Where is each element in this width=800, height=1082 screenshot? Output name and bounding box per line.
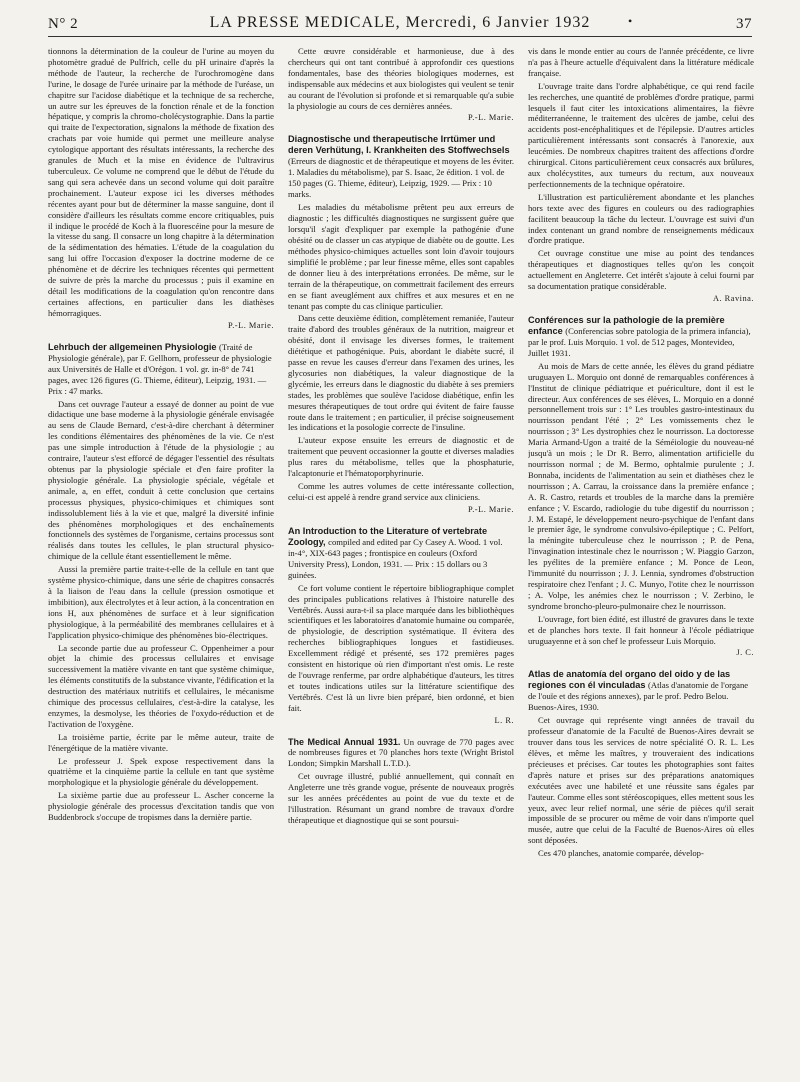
review-citation: (Atlas d'anatomie de l'organe de l'ouïe et des régions annexes), par le prof. Pedro Belou. Buenos-Aires, 1930. xyxy=(528,680,749,713)
paragraph: Dans cette deuxième édition, complètement remaniée, l'auteur traite d'abord des troubles généraux de la nutrition, maigreur et obésité, dont il envisage les diverses formes, le traitement diététique et pathogénique. Puis, abordant le diabète sucré, il passe en revue les causes d'erreur dans l'examen des urines, les glycosuries non diabétiques, la valeur diagnostique de la glycémie, les erreurs dans le diagnostic du diabète à ses premiers stades, les problèmes que soulève l'acidose diabétique, enfin les mesures thérapeutiques de tout ordre qui évitent de faire fausse route dans le traitement ; en particulier, il précise soigneusement les indications et la posologie correcte de l'insuline. xyxy=(288,313,514,433)
review-signature: L. R. xyxy=(494,715,514,725)
paragraph: La troisième partie, écrite par le même auteur, traite de l'énergétique de la matière vivante. xyxy=(48,731,274,753)
header-rule xyxy=(48,36,752,37)
header-title-line: LA PRESSE MEDICALE, Mercredi, 6 Janvier 1932 xyxy=(209,14,591,31)
paragraph: Ce fort volume contient le répertoire bibliographique complet des principales publications relatives à l'histoire naturelle des Vertébrés. Aussi aura-t-il sa place marquée dans les bibliothèques scientifiques et les laboratoires d'anatomie humaine ou comparée, de physiologie, de description systématique. Il évitera des recherches bibliographiques longues et fastidieuses. Excellemment rédigé et présenté, ses 172 premières pages consistent en historique où rien d'important n'est omis. Le reste de l'ouvrage renferme, par ordre alphabétique d'auteurs, les titres et toutes indications utiles sur la littérature scientifique des Vertébrés. C'est là un livre bien préparé, bien ordonné, et bien fait. xyxy=(288,582,514,713)
paragraph: La seconde partie due au professeur C. Oppenheimer a pour objet la chimie des processus cellulaires et envisage successivement la matière vivante en tant que système chimique, les éléments constitutifs de la substance vivante, l'édification et la destruction des matériaux nutritifs et cellulaires, le mécanisme chimique des processus cellulaires, c'est-à-dire la catalyse, les enzymes, la desmolyse, les théories de l'oxydo-réduction et de l'activation de l'oxygène. xyxy=(48,642,274,729)
column-middle xyxy=(288,46,514,1046)
page-header xyxy=(48,12,752,36)
review-title: An Introduction to the Literature of vertebrate Zoology, xyxy=(288,525,488,547)
review-title: Lehrbuch der allgemeinen Physiologie xyxy=(48,341,217,352)
column-left xyxy=(48,46,274,1046)
review-title: The Medical Annual 1931. xyxy=(288,736,401,747)
paragraph: Comme les autres volumes de cette intéressante collection, celui-ci est appelé à rendre grand service aux cliniciens. xyxy=(288,481,514,502)
paragraph: L'ouvrage traite dans l'ordre alphabétique, ce qui rend facile les recherches, une quantité de problèmes d'ordre pratique, parmi lesquels il faut citer les intoxications alimentaires, la fièvre méditerranéenne, le traitement des ulcères de jambe, celui des accidents post-encéphalitiques et de l'épilepsie. D'autres articles particulièrement intéressants sont consacrés à l'anorexie, aux leucémies. De nombreux chapitres traitent des affections d'ordre chirurgical. Citons particulièrement ceux consacrés aux brûlures, aux cholécystites, aux tumeurs du rectum, aux nouveaux perfectionnements de la technique opératoire. xyxy=(528,80,754,189)
review-citation: (Conferencias sobre patologia de la primera infancia), par le prof. Luis Morquio. 1 vol. de 512 pages, Montevideo, Juillet 1931. xyxy=(528,325,751,358)
paragraph: L'ouvrage, fort bien édité, est illustré de gravures dans le texte et de planches hors texte. Il fait honneur à l'école pédiatrique uruguayenne et à son chef le professeur Luis Morquio. xyxy=(528,613,754,646)
paragraph: Cet ouvrage illustré, publié annuellement, qui connaît en Angleterre une très grande vogue, présente de nouveaux progrès sur les années précédentes au point de vue du texte et de l'illustration. Résumant un grand nombre de travaux d'ordre thérapeutique et diagnostique qui se sont poursui- xyxy=(288,771,514,825)
header-ornament: • xyxy=(628,14,633,28)
paragraph: L'auteur expose ensuite les erreurs de diagnostic et de traitement que peuvent occasionner la goutte et diverses maladies plus rares du métabolisme, telles que la phosphaturie, l'alcaptonurie et l'hématoporphyrinurie. xyxy=(288,435,514,479)
paragraph: Les maladies du métabolisme prêtent peu aux erreurs de diagnostic ; les difficultés diagnostiques ne surgissent guère que lorsqu'il s'agit d'expliquer par exemple la pathogénie d'une obésité ou de classer un cas atypique de diabète ou de goutte. Les méthodes physico-chimiques actuelles sont loin d'avoir toujours simplifié le problème ; par leur finesse même, elles sont capables de donner lieu à des interprétations erronées. De même, sur le terrain de la thérapeutique, on commettrait facilement des erreurs en se fiant aveuglément aux chiffres et aux mesures et en ne tenant pas compte du cas clinique particulier. xyxy=(288,202,514,311)
page-number: 37 xyxy=(736,16,752,32)
review-citation: compiled and edited par Cy Casey A. Wood. 1 vol. in-4°, XIX-643 pages ; frontispice en couleurs (Oxford University Press), London, 1931. — Prix : 15 dollars ou 3 guinées. xyxy=(288,536,503,580)
review-heading xyxy=(288,526,514,581)
review-signature: A. Ravina. xyxy=(712,293,754,303)
issue-number: N° 2 xyxy=(48,16,79,32)
paragraph: Le professeur J. Spek expose respectivement dans la quatrième et la cinquième partie la cellule en tant que système morphologique et la physiologie générale du développement. xyxy=(48,755,274,788)
paragraph: Dans cet ouvrage l'auteur a essayé de donner au point de vue didactique une base moderne à la physiologie générale envisagée au sens de Claude Bernard, c'est-à-dire cherchant à déterminer les conditions élémentaires des phénomènes de la vie. Ce n'est pas une simple introduction à l'étude de la physiologie ; au contraire, l'auteur s'est efforcé de dégager l'essentiel des résultats obtenus par la physiologie spéciale et d'en faire profiter la physiologie générale. La physiologie spéciale, végétale et animale, a, en effet, conduit à cette conclusion que certains processus physiques, physico-chimiques et chimiques sont indissolublement liés à la vie et que, malgré la diversité infinie des phénomènes morphologiques et des enchaînements fonctionnels des systèmes de l'organisme, certains processus sont réalisés dans toutes les cellules, le plan structural physico-chimique de la cellule étant essentiellement le même. xyxy=(48,398,274,562)
review-heading xyxy=(528,315,754,359)
paragraph: Cet ouvrage constitue une mise au point des tendances thérapeutiques et diagnostiques telles qu'on les conçoit actuellement en Angleterre. Cet intérêt s'ajoute à celui fourni par sa documentation pratique considérable. xyxy=(528,248,754,292)
paragraph: Aussi la première partie traite-t-elle de la cellule en tant que système physico-chimique, dans une série de chapitres consacrés à la liaison de l'eau dans la cellule (pression osmotique et imbibition), aux électrolytes et à leur action, à la concentration en ions H, aux phénomènes de surface et à leur signification physiologique, à la perméabilité des membranes cellulaires et à l'application physico-chimique des phénomènes bio-électriques. xyxy=(48,564,274,640)
column-right xyxy=(528,46,754,1056)
review-heading xyxy=(48,342,274,397)
review-signature: P.-L. Marie. xyxy=(467,113,514,123)
journal-name: LA PRESSE MEDICALE xyxy=(209,14,396,31)
review-heading xyxy=(288,737,514,770)
review-title: Conférences sur la pathologie de la première enfance xyxy=(528,314,725,336)
review-title: Atlas de anatomía del organo del oido y de las regiones con él vinculadas xyxy=(528,669,731,691)
paragraph: Ces 470 planches, anatomie comparée, dévelop- xyxy=(538,848,704,859)
review-heading xyxy=(528,669,754,713)
review-citation: Un ouvrage de 770 pages avec de nombreuses figures et 70 planches hors texte (Wright Bristol London; Simpkin Marshall L.T.D.). xyxy=(288,736,514,769)
review-title: Diagnostische und therapeutische Irrtümer und deren Verhütung, I. Krankheiten des Stoffwechsels xyxy=(288,134,510,156)
paragraph: vis dans le monde entier au cours de l'année précédente, ce livre n'a pas à l'heure actuelle d'équivalent dans la littérature médicale française. xyxy=(528,46,754,78)
paragraph: L'illustration est particulièrement abondante et les planches hors texte avec des figures en couleurs ou des radiographies facilitent beaucoup la tâche du lecteur. L'ouvrage est suivi d'un index contenant un grand nombre de renseignements médicaux d'ordre pratique. xyxy=(528,191,754,246)
paragraph: Au mois de Mars de cette année, les élèves du grand pédiatre uruguayen L. Morquio ont donné de remarquables conférences à l'Institut de clinique pédiatrique et puériculture, dont il est le directeur. Aux conférences de ses élèves, L. Morquio en a donné personnellement trois sur : 1° Les troubles gastro-intestinaux du nourrisson pendant l'été ; 2° Les vomissements chez le nourrisson ; 3° Les dystrophies chez le nourrisson. La doctoresse Maria Armand-Ugon a traité de la Séméiologie du nouveau-né jusqu'à un mois ; le Dr R. Berro, alimentation artificielle du nourrisson normal ; de M. Bermo, ophtalmie purulente ; J. Bonnaba, incidents de l'alimentation au sein et diathèses chez le nourrisson ; A. Carrau, la croissance dans la première enfance ; A. R. Castro, retards et troubles de la marche dans la première enfance ; V. Escardo, radiologie du tube digestif du nourrisson ; J. M. Estapé, le développement neuro-psychique de l'enfant dans le premier âge, le syndrome convulsivo-épileptique ; C. Pelfort, la méningite tuberculeuse chez le nourrisson ; P. de Pena, l'invagination intestinale chez le nourrisson ; W. Piaggio Garzon, les pyélites de la première enfance ; M. Ponce de Leon, l'immunité du nourrisson ; J. J. Lennia, syndromes d'obstruction respiratoire chez l'enfant ; J. C. Munyo, l'otite chez le nourrisson ; A. Volpe, les anémies chez le nourrisson ; V. Zerbino, le syndrome broncho-pleuro-pulmonaire chez le nourrisson. xyxy=(528,360,754,611)
paragraph: Cet ouvrage qui représente vingt années de travail du professeur d'anatomie de la Faculté de Buenos-Aires devrait se trouver dans tous les services de notre spécialité O. R. L. Les élèves, et même les maîtres, y trouveraient des indications précieuses et précises. Car toutes les photographies sont faites d'après nature et prises sur des préparations anatomiques exécutées avec une habileté et une réussite sans égales par l'auteur. Comme elles sont stéréoscopiques, elles mettent sous les yeux, avec leur relief normal, une série de pièces qu'il serait impossible de se procurer ou même de voir dans n'importe quel musée, autre que celui de la Faculté de Buenos-Aires où elles sont déposées. xyxy=(528,715,754,846)
review-heading xyxy=(288,134,514,200)
paragraph: tionnons la détermination de la couleur de l'urine au moyen du photomètre gradué de Pulfrich, celle du pH urinaire d'après la méthode de l'auteur, la recherche de l'urochromogène dans l'urine, le dosage de l'urée urinaire par la méthode de l'uréase, un chapitre sur l'acidose diabétique et la technique de sa recherche, un autre sur les épreuves de la fonction rénale et de la fonction hépatique, y compris la chromo-cholécystographie. Dans la partie qui traite de l'expectoration, signalons la méthode de fixation des crachats par voie humide qui permet une meilleure analyse cytologique apportant des résultats intéressants, la recherche des granules de Much et la mise en évidence de l'ultravirus tuberculeux. Ce volume ne comprend que le début de l'étude du sang qui sera achevée dans un second volume qui doit paraître prochainement. L'auteur expose ici les diverses méthodes récentes ayant pour but de déterminer la masse sanguine, dont il considère d'ailleurs les résultats comme encore critiquables, puis il indique le procédé de Koch à la fluorescéine pour la mesure de la vitesse du sang. Il consacre un long chapitre à la détermination de la sédimentation des hématies. L'étude de la coagulation du sang lui offre l'occasion d'exposer la doctrine moderne de ce phénomène et de décrire les techniques récentes qui permettent de suivre de près la marche du processus ; puis il examine en détail les modifications de la coagulation qu'on rencontre dans certaines affections, en particulier dans les diathèses hémorragiques. xyxy=(48,46,274,318)
review-signature: P.-L. Marie. xyxy=(227,320,274,330)
review-citation: (Traité de Physiologie générale), par F. Gellhorn, professeur de physiologie aux Universités de Halle et d'Orégon. 1 vol. gr. in-8° de 741 pages, avec 126 figures (G. Thieme, éditeur), Leipzig, 1931. — Prix : 47 marks. xyxy=(48,341,272,396)
paragraph: La sixième partie due au professeur L. Ascher concerne la physiologie générale des processus d'excitation tandis que von Buddenbrock s'occupe de tropismes dans la dernière partie. xyxy=(48,790,274,823)
review-signature: J. C. xyxy=(736,648,754,658)
review-signature: P.-L. Marie. xyxy=(467,504,514,514)
paragraph: Cette œuvre considérable et harmonieuse, due à des chercheurs qui ont tant contribué à approfondir ces questions fondamentales, base des théories biologiques modernes, est indispensable aux médecins et aux biologistes qui veulent se tenir au courant de l'évolution si profonde et si remarquable qu'a subie la physiologie au cours de ces dernières années. xyxy=(288,46,514,111)
review-citation: (Erreurs de diagnostic et de thérapeutique et moyens de les éviter. 1. Maladies du métabolisme), par S. Isaac, 2e édition. 1 vol. de 150 pages (G. Thieme, éditeur), Leipzig, 1929. — Prix : 10 marks. xyxy=(288,156,514,200)
issue-date: Mercredi, 6 Janvier 1932 xyxy=(405,14,591,31)
